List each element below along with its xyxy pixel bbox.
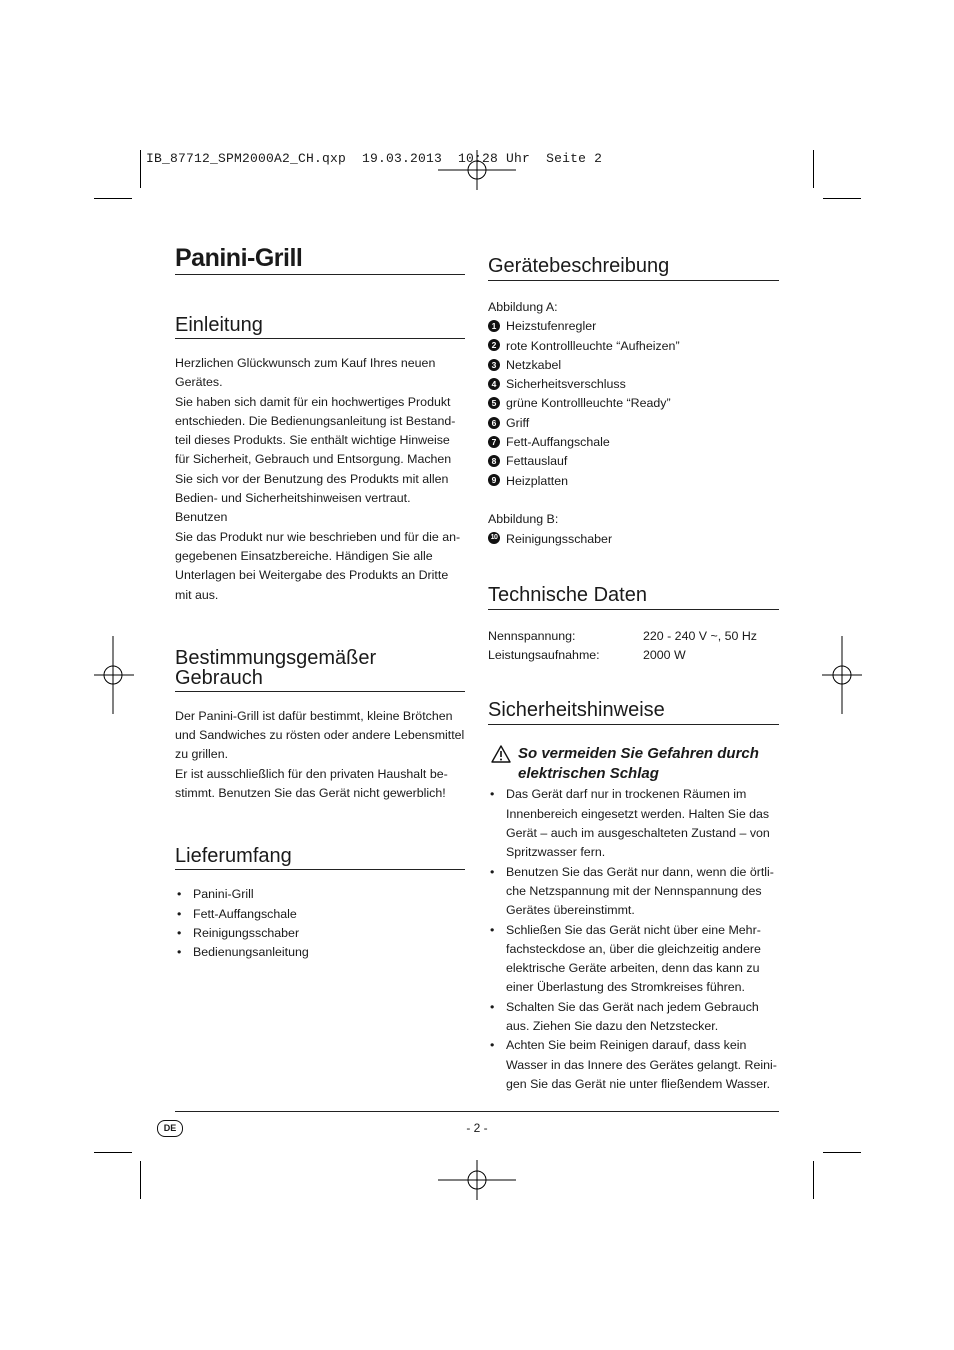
number-badge: 4 [488,378,500,390]
text-line: Unterlagen bei Weitergabe des Produkts an Dritte [175,568,449,583]
item-label: Griff [506,415,530,430]
text-line: Bedien- und Sicherheitshinweisen vertraut. Benutzen [175,491,411,525]
text-line: und Sandwiches zu rösten oder andere Lebensmittel [175,728,465,743]
row-value: 2000 W [643,648,686,663]
text-line: gegebenen Einsatzbereiche. Händigen Sie alle [175,548,433,563]
list-item [488,337,779,356]
item-label: Fettauslauf [506,454,568,469]
row-label: Nennspannung: [488,628,576,643]
row-label: Leistungsaufnahme: [488,648,600,663]
registration-mark-icon [822,636,862,714]
text-line: Sie sich vor der Benutzung des Produkts mit allen [175,471,449,486]
warning-block [488,744,779,784]
item-label: rote Kontrollleuchte “Aufheizen” [506,338,680,353]
footer-rule [175,1111,779,1112]
abbildung-b-label: Abbildung B: [488,512,559,527]
text-line: Sie haben sich damit für ein hochwertiges Produkt [175,394,451,409]
text-line: Achten Sie beim Reinigen darauf, dass kein [506,1038,747,1053]
einleitung-heading: Einleitung [175,314,263,336]
list-item [488,414,779,433]
number-badge: 6 [488,417,500,429]
title-block [175,244,465,275]
geraet-heading-block [488,256,779,281]
einleitung-text [175,354,465,605]
warning-line: So vermeiden Sie Gefahren durch [518,745,759,763]
number-badge: 10 [488,532,500,544]
list-item [488,785,779,862]
text-line: Spritzwasser fern. [506,845,606,860]
gebrauch-text [175,707,465,803]
list-item [488,317,779,336]
lieferumfang-list [175,885,465,962]
list-item [488,998,779,1037]
list-item [488,863,779,921]
page-number: - 2 - [466,1121,488,1135]
technik-heading: Technische Daten [488,583,647,606]
text-line: Innenbereich eingesetzt werden. Halten Sie das [506,806,770,821]
list-item: • Panini-Grill [175,885,465,904]
list-item [488,356,779,375]
left-column [175,244,465,963]
list-item [488,452,779,471]
item-label: Netzkabel [506,357,562,372]
sicherheit-heading: Sicherheitshinweise [488,699,665,722]
text-line: Wasser in das Innere des Gerätes gelangt. Reini- [506,1057,777,1072]
list-item [488,375,779,394]
safety-list [488,785,779,1094]
geraet-list [488,298,779,549]
abbildung-a-label: Abbildung A: [488,300,558,314]
gebrauch-heading-block [175,648,465,692]
list-item [488,921,779,998]
text-line: teil dieses Produkts. Sie enthält wichtige Hinweise [175,433,450,448]
number-badge: 5 [488,397,500,409]
list-item [488,472,779,491]
item-label: Sicherheitsverschluss [506,377,626,392]
einleitung-heading-block [175,315,465,339]
table-row [488,646,779,665]
text-line: Der Panini-Grill ist dafür bestimmt, kleine Brötchen [175,708,453,723]
text-line: Gerätes übereinstimmt. [506,903,635,918]
number-badge: 9 [488,474,500,486]
warning-title [518,744,779,784]
text-line: Gerätes. [175,375,223,390]
number-badge: 7 [488,436,500,448]
gebrauch-heading [175,648,465,688]
text-line: aus. Ziehen Sie dazu den Netzstecker. [506,1019,719,1034]
text-line: Schließen Sie das Gerät nicht über eine Mehr- [506,922,761,937]
language-badge: DE [157,1120,183,1137]
text-line: stimmt. Benutzen Sie das Gerät nicht gewerblich! [175,786,446,801]
right-column [488,256,779,1094]
text-line: Herzlichen Glückwunsch zum Kauf Ihres neuen [175,356,436,370]
text-line: entschieden. Die Bedienungsanleitung ist Bestand- [175,413,456,428]
text-line: che Netzspannung mit der Nennspannung des [506,883,762,898]
registration-mark-icon [94,636,134,714]
text-line: Das Gerät darf nur in trockenen Räumen im [506,787,747,802]
number-badge: 1 [488,320,500,332]
item-label: Reinigungsschaber [506,531,613,546]
text-line: mit aus. [175,587,219,602]
warning-line: elektrischen Schlag [518,765,659,783]
technik-heading-block [488,585,779,610]
item-label: Fett-Auffangschale [506,435,610,450]
table-row [488,627,779,646]
heading-line: Gebrauch [175,666,263,689]
text-line: gen Sie das Gerät nie unter fließendem Wasser. [506,1076,771,1091]
lieferumfang-heading-block [175,846,465,870]
text-line: zu grillen. [175,747,229,762]
page-title: Panini-Grill [175,244,303,272]
lieferumfang-heading: Lieferumfang [175,845,292,868]
registration-mark-icon [438,1160,516,1200]
number-badge: 2 [488,339,500,351]
warning-triangle-icon [491,745,511,763]
list-item [488,433,779,452]
list-item [488,394,779,413]
number-badge: 8 [488,455,500,467]
number-badge: 3 [488,359,500,371]
item-label: grüne Kontrollleuchte “Ready” [506,396,671,411]
text-line: für Sicherheit, Gebrauch und Entsorgung. Machen [175,452,452,467]
text-line: Sie das Produkt nur wie beschrieben und für die an- [175,529,461,544]
geraet-heading: Gerätebeschreibung [488,255,670,277]
text-line: einer Überlastung des Stromkreises führen. [506,980,745,995]
text-line: Schalten Sie das Gerät nach jedem Gebrauch [506,999,759,1014]
text-line: Er ist ausschließlich für den privaten Haushalt be- [175,766,448,781]
list-item: • Bedienungsanleitung [175,943,465,962]
heading-line: Bestimmungsgemäßer [175,646,377,669]
list-item [488,1036,779,1094]
item-label: Heizstufenregler [506,319,597,334]
print-slug: IB_87712_SPM2000A2_CH.qxp 19.03.2013 10:28 Uhr Seite 2 [146,151,603,166]
list-item: • Fett-Auffangschale [175,905,465,924]
text-line: Gerät – auch im ausgeschalteten Zustand – von [506,826,770,841]
list-item [488,530,779,549]
text-line: fachsteckdose an, über die gleichzeitig andere [506,941,761,956]
technik-table [488,627,779,666]
item-label: Heizplatten [506,473,568,488]
row-value: 220 - 240 V ~, 50 Hz [643,628,757,643]
sicherheit-heading-block [488,700,779,725]
text-line: elektrische Geräte arbeiten, denn das kann zu [506,961,760,976]
text-line: Benutzen Sie das Gerät nur dann, wenn die örtli- [506,864,774,879]
list-item: • Reinigungsschaber [175,924,465,943]
